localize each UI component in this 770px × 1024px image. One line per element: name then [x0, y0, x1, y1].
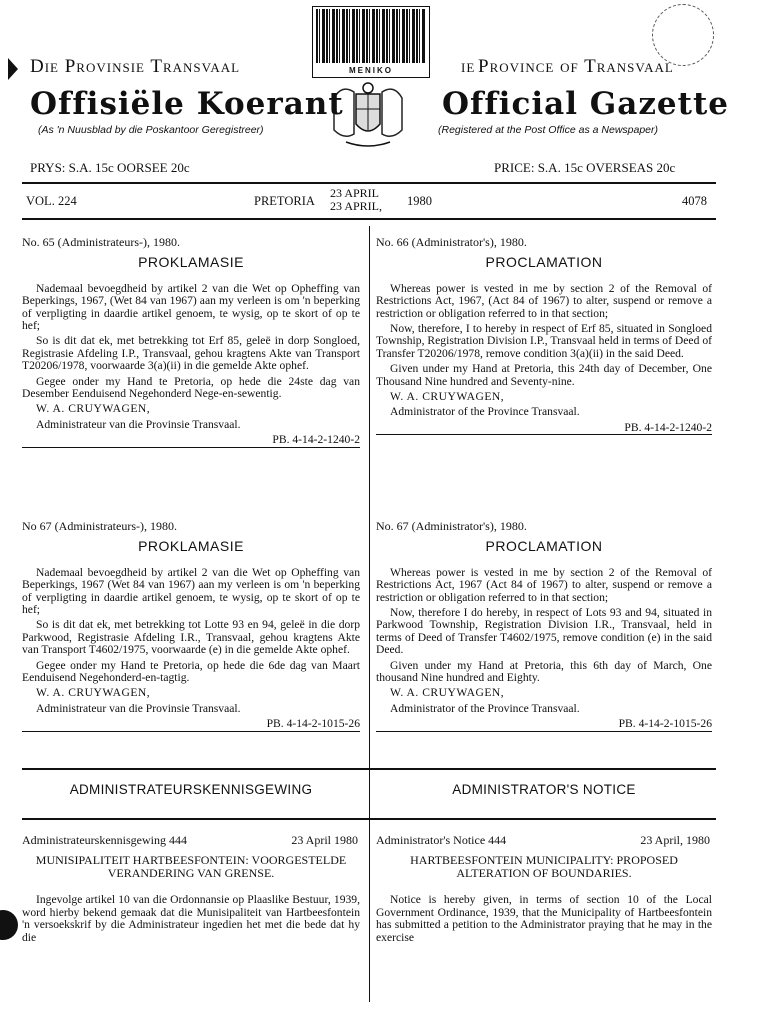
page-marker-top	[8, 58, 18, 80]
notice-heading: PROCLAMATION	[485, 254, 603, 271]
issue-year: 1980	[407, 194, 432, 208]
signer-name: W. A. CRUYWAGEN,	[36, 402, 151, 416]
notice-paragraph: Whereas power is vested in me by section 2 of the Removal of Restrictions Act, 1967, (Act 84 of 1967) to alter, suspend or remove a restriction or obligation referred to in that section;	[376, 281, 712, 320]
reference-number: PB. 4-14-2-1015-26	[22, 718, 360, 731]
notice-paragraph: Nademaal bevoegdheid by artikel 2 van die Wet op Opheffing van Beperkings, 1967, (Wet 84 van 1967) aan my verleen is om 'n beperking of verpligting in daardie artikel genoem, te wysig, op te skort of op te hef;	[22, 281, 360, 333]
rule-section-bottom	[22, 818, 716, 820]
notice-title: HARTBEESFONTEIN MUNICIPALITY: PROPOSED ALTERATION OF BOUNDARIES.	[410, 853, 678, 881]
section-heading-af: ADMINISTRATEURSKENNISGEWING	[69, 782, 313, 797]
rule-section-top	[22, 768, 716, 770]
section-heading-en: ADMINISTRATOR'S NOTICE	[452, 782, 636, 797]
volume-number: VOL. 224	[26, 194, 77, 208]
barcode-label: MENIKO	[349, 66, 393, 75]
signer-role: Administrateur van die Provinsie Transvaal.	[36, 417, 241, 431]
notice-number: Administrator's Notice 444 23 April, 1980	[376, 833, 710, 847]
notice-number: Administrateurskennisgewing 444 23 April 1980	[22, 833, 358, 847]
column-divider	[369, 226, 370, 1002]
issue-place: PRETORIA	[254, 194, 315, 208]
province-title-en: Province of Transvaal	[478, 56, 674, 77]
notice-heading: PROKLAMASIE	[138, 538, 244, 555]
signer-role: Administrator of the Province Transvaal.	[390, 405, 580, 419]
notice-number: No 67 (Administrateurs-), 1980.	[22, 519, 177, 533]
notice-paragraph: So is dit dat ek, met betrekking tot Lotte 93 en 94, geleë in die dorp Parkwood, Registrasie Afdeling I.R., Transvaal, gehou kragtens Akte van Transport T4602/1975, voorwaarde (e) in die gemelde Akte ophef.	[22, 618, 360, 657]
barcode-stamp	[312, 6, 430, 78]
price-en: PRICE: S.A. 15c OVERSEAS 20c	[494, 160, 676, 175]
notice-paragraph: So is dit dat ek, met betrekking tot Erf 85, geleë in dorp Songloed, Registrasie Afdeling I.P., Transvaal, gehou kragtens Akte van Transport T20206/1978, voorwaarde 3(a)(ii) in die gemelde Akte ophef.	[22, 334, 360, 373]
notice-heading: PROCLAMATION	[485, 538, 603, 555]
notice-66-en	[376, 236, 712, 435]
gazette-title-af: Offisiële Koerant	[30, 86, 344, 122]
subtitle-en: (Registered at the Post Office as a Newspaper)	[438, 124, 659, 136]
notice-paragraph: Given under my Hand at Pretoria, this 24th day of December, One Thousand Nine hundred and Seventy-nine.	[376, 362, 712, 388]
notice-title: MUNISIPALITEIT HARTBEESFONTEIN: VOORGESTELDE VERANDERING VAN GRENSE.	[35, 853, 347, 881]
province-title-af: Die Provinsie Transvaal	[30, 56, 241, 77]
notice-65-af	[22, 236, 360, 448]
notice-paragraph: Now, therefore I do hereby, in respect of Lots 93 and 94, situated in Parkwood Township, Registration Division I.R., Transvaal, held in terms of Deed of Transfer T4602/1975, remove condition (e) in the said Deed.	[376, 606, 712, 657]
notice-67-af	[22, 520, 360, 732]
notice-paragraph: Given under my Hand at Pretoria, this 6th day of March, One thousand Nine hundred and Eighty.	[376, 658, 712, 685]
notice-number: No. 67 (Administrator's), 1980.	[376, 519, 527, 533]
notice-444-af	[22, 834, 360, 947]
reference-number: PB. 4-14-2-1240-2	[22, 434, 360, 447]
page-marker-bottom	[0, 910, 18, 940]
notice-444-en	[376, 834, 712, 947]
rule-top-1	[22, 182, 716, 184]
signer-role: Administrateur van die Provinsie Transvaal.	[36, 701, 241, 715]
notice-paragraph: Ingevolge artikel 10 van die Ordonnansie op Plaaslike Bestuur, 1939, word hierby bekend gemaak dat die Munisipaliteit van Hartbeesfontein 'n versoekskrif by die Administrateur ingedien het met die bede dat hy die	[22, 893, 360, 944]
notice-date: 23 April, 1980	[640, 833, 710, 847]
issue-date-af: 23 APRIL	[330, 186, 380, 200]
signer-name: W. A. CRUYWAGEN,	[36, 686, 151, 700]
notice-paragraph: Whereas power is vested in me by section 2 of the Removal of Restrictions Act, 1967 (Act 84 of 1967) to alter, suspend or remove a restriction or obligation referred to in that section;	[376, 565, 712, 604]
notice-date: 23 April 1980	[291, 833, 358, 847]
price-af: PRYS: S.A. 15c OORSEE 20c	[30, 160, 190, 175]
notice-paragraph: Gegee onder my Hand te Pretoria, op hede die 24ste dag van Desember Eenduisend Negehonderd Nege-en-sewentig.	[22, 374, 360, 401]
notice-number: No. 66 (Administrator's), 1980.	[376, 235, 527, 249]
notice-paragraph: Now, therefore, I to hereby in respect of Erf 85, situated in Songloed Township, Registration Division I.P., Transvaal held in terms of Deed of Transfer T20206/1978, remove condition 3(a)(ii) in the said Deed.	[376, 322, 712, 360]
notice-paragraph: Notice is hereby given, in terms of section 10 of the Local Government Ordinance, 1939, that the Municipality of Hartbeesfontein has submitted a petition to the Administrator praying that he may in the exercise	[376, 893, 712, 944]
signer-name: W. A. CRUYWAGEN,	[390, 390, 505, 404]
gazette-title-en: Official Gazette	[442, 86, 730, 122]
signer-name: W. A. CRUYWAGEN,	[390, 686, 505, 700]
notice-number: No. 65 (Administrateurs-), 1980.	[22, 235, 180, 249]
signer-role: Administrator of the Province Transvaal.	[390, 701, 580, 715]
notice-heading: PROKLAMASIE	[138, 254, 244, 271]
reference-number: PB. 4-14-2-1015-26	[376, 718, 712, 731]
stamp-circle-icon	[652, 4, 714, 66]
issue-number: 4078	[682, 194, 707, 208]
subtitle-af: (As 'n Nuusblad by die Poskantoor Geregistreer)	[38, 124, 264, 136]
province-title-en-prefix: ie	[461, 56, 476, 77]
rule-top-2	[22, 218, 716, 220]
notice-67-en	[376, 520, 712, 732]
reference-number: PB. 4-14-2-1240-2	[376, 422, 712, 435]
barcode-bars	[316, 9, 426, 63]
issue-date-en: 23 APRIL,	[330, 199, 383, 213]
notice-paragraph: Nademaal bevoegdheid by artikel 2 van die Wet op Opheffing van Beperkings, 1967 (Wet 84 van 1967) aan my verleen is om 'n beperking of verpligting in daardie artikel genoem, te wysig, op te skort of op te hef;	[22, 565, 360, 617]
notice-paragraph: Gegee onder my Hand te Pretoria, op hede die 6de dag van Maart Eenduisend Negehonderd-en-tagtig.	[22, 658, 360, 685]
